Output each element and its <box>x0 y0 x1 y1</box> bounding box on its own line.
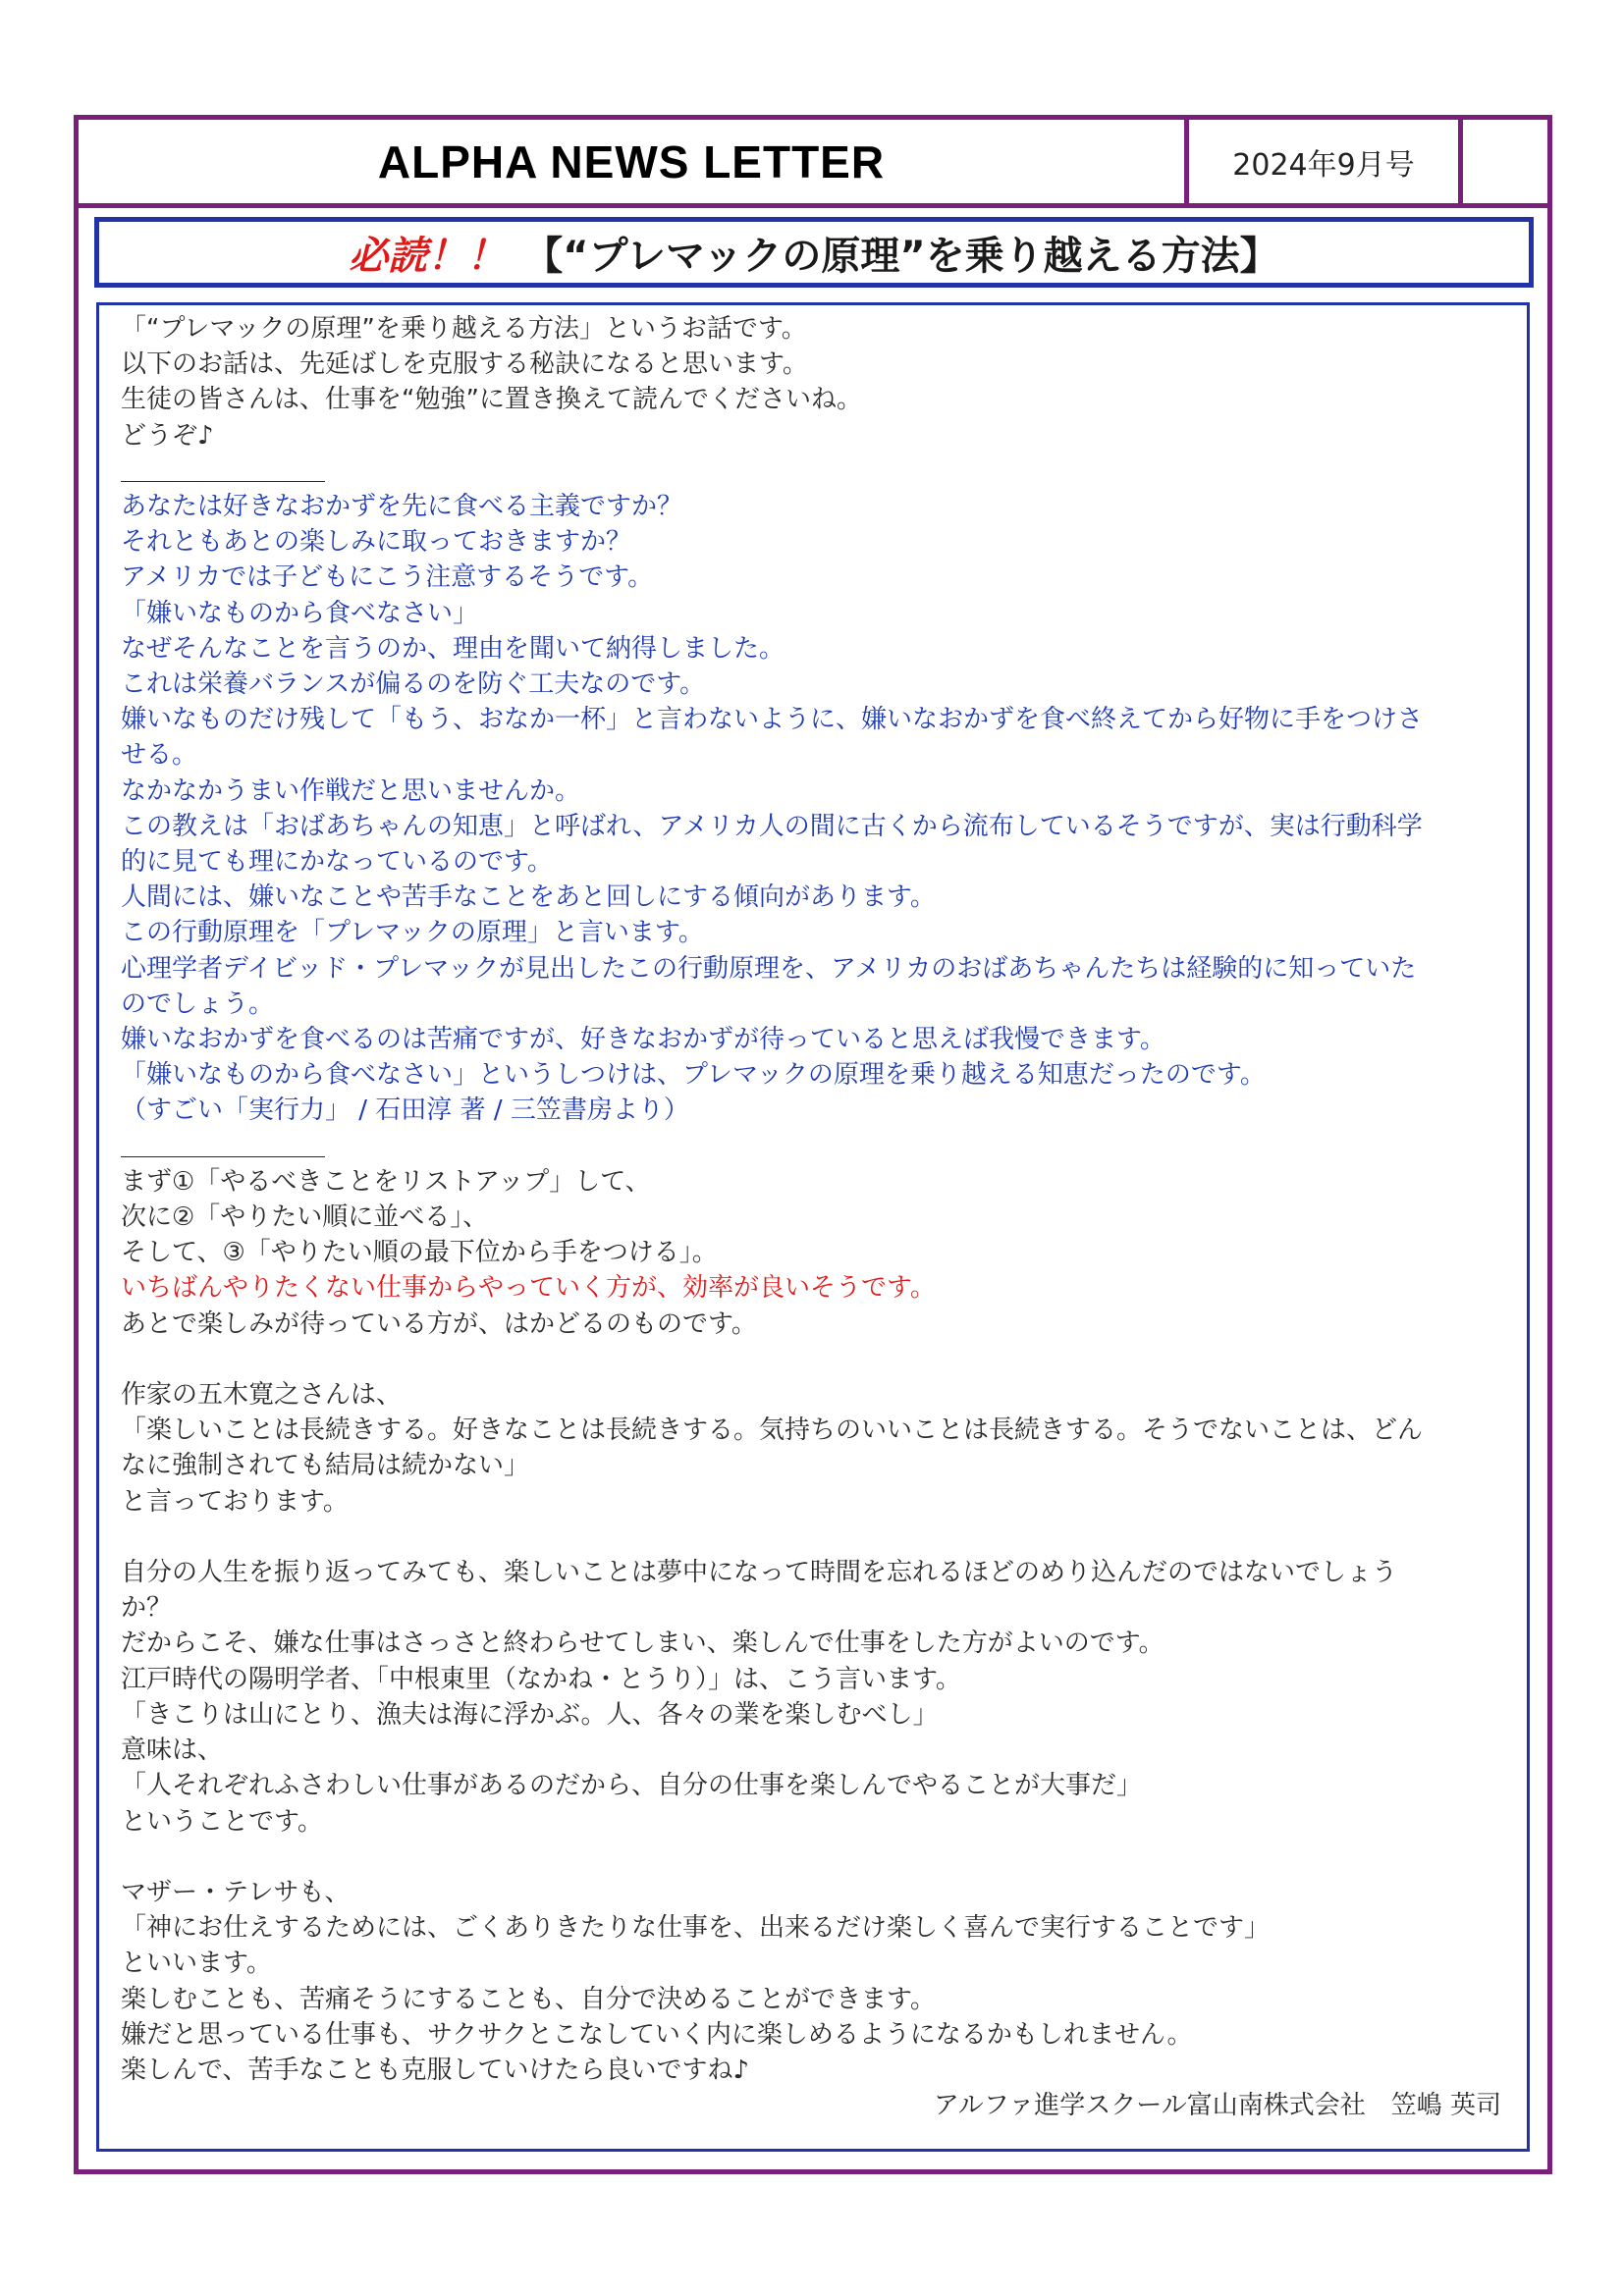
article-line: いちばんやりたくない仕事からやっていく方が、効率が良いそうです。 <box>121 1273 936 1304</box>
article-line: 「神にお仕えするためには、ごくありきたりな仕事を、出来るだけ楽しく喜んで実行することです」 <box>121 1913 1271 1944</box>
article-line: 「きこりは山にとり、漁夫は海に浮かぶ。人、各々の業を楽しむべし」 <box>121 1699 939 1730</box>
article-line: この行動原理を「プレマックの原理」と言います。 <box>121 918 704 948</box>
newsletter-header <box>79 120 1547 208</box>
article-line <box>121 1520 1505 1555</box>
article-line <box>121 1840 1505 1875</box>
article-line: だからこそ、嫌な仕事はさっさと終わらせてしまい、楽しんで仕事をした方がよいのです。 <box>121 1629 1164 1659</box>
article-line: 作家の五木寛之さんは、 <box>121 1380 403 1411</box>
article-line: 嫌いなおかずを食べるのは苦痛ですが、好きなおかずが待っていると思えば我慢できます。 <box>121 1025 1165 1055</box>
article-line: ＿＿＿＿＿＿＿＿ <box>121 455 326 486</box>
article-line: のでしょう。 <box>121 988 275 1019</box>
article-line: か？ <box>121 1593 173 1624</box>
article-line: あとで楽しみが待っている方が、はかどるのものです。 <box>121 1308 757 1339</box>
newsletter-title: ALPHA NEWS LETTER <box>377 135 886 187</box>
article-line: といいます。 <box>121 1949 272 1979</box>
article-line: 「嫌いなものから食べなさい」 <box>121 598 479 628</box>
article-line: これは栄養バランスが偏るのを防ぐ工夫なのです。 <box>121 669 706 700</box>
article-line: なに強制されても結局は続かない」 <box>121 1451 530 1481</box>
article-line: あなたは好きなおかずを先に食べる主義ですか？ <box>121 492 683 522</box>
article-line: なぜそんなことを言うのか、理由を聞いて納得しました。 <box>121 633 785 664</box>
article-line: どうぞ♪ <box>121 420 214 451</box>
article-line: ＿＿＿＿＿＿＿＿ <box>121 1131 326 1161</box>
article-line: 人間には、嫌いなことや苦手なことをあと回しにする傾向があります。 <box>121 882 936 913</box>
article-line: 意味は、 <box>121 1735 224 1766</box>
article-line: 「“プレマックの原理”を乗り越える方法」というお話です。 <box>121 314 807 344</box>
article-line: 次に②「やりたい順に並べる」、 <box>121 1202 489 1233</box>
issue-date: 2024年9月号 <box>1184 120 1463 203</box>
article-line: この教えは「おばあちゃんの知恵」と呼ばれ、アメリカ人の間に古くから流布しているそうですが、実は行動科学 <box>121 811 1423 841</box>
article-body <box>96 302 1530 2152</box>
article-line: なかなかうまい作戦だと思いませんか。 <box>121 775 581 806</box>
article-line: 江戸時代の陽明学者、「中根東里（なかね・とうり）」は、こう言います。 <box>121 1664 961 1694</box>
article-line: それともあとの楽しみに取っておきますか？ <box>121 527 632 558</box>
article-line: （すごい「実行力」 / 石田淳 著 / 三笠書房より） <box>121 1095 689 1126</box>
article-line: と言っております。 <box>121 1486 349 1517</box>
article-title-box <box>94 217 1534 288</box>
article-line: 的に見ても理にかなっているのです。 <box>121 847 553 878</box>
article-line: 「人それぞれふさわしい仕事があるのだから、自分の仕事を楽しんでやることが大事だ」 <box>121 1771 1143 1801</box>
article-line: 楽しんで、苦手なことも克服していけたら良いですね♪ <box>121 2055 750 2085</box>
article-line: ということです。 <box>121 1806 323 1837</box>
article-line: 「楽しいことは長続きする。好きなことは長続きする。気持ちのいいことは長続きする。そうでないことは、どん <box>121 1415 1424 1446</box>
article-line: 「嫌いなものから食べなさい」というしつけは、プレマックの原理を乗り越える知恵だったのです。 <box>121 1060 1266 1091</box>
article-line: 嫌だと思っている仕事も、サクサクとこなしていく内に楽しめるようになるかもしれません。 <box>121 2019 1193 2050</box>
article-line: 嫌いなものだけ残して「もう、おなか一杯」と言わないように、嫌いなおかずを食べ終えてから好物に手をつけさ <box>121 705 1424 735</box>
article-line: 楽しむことも、苦痛そうにすることも、自分で決めることができます。 <box>121 1984 936 2014</box>
signature: アルファ進学スクール富山南株式会社 笠嶋 英司 <box>933 2091 1501 2121</box>
article-line: 生徒の皆さんは、仕事を“勉強”に置き換えて読んでくださいね。 <box>121 385 862 415</box>
article-line: そして、③「やりたい順の最下位から手をつける」。 <box>121 1238 718 1268</box>
article-line: アメリカでは子どもにこう注意するそうです。 <box>121 562 654 593</box>
must-read-label: 必読！！ <box>349 233 507 279</box>
article-line: 自分の人生を振り返ってみても、楽しいことは夢中になって時間を忘れるほどのめり込んだのではないでしょう <box>121 1558 1398 1588</box>
article-line <box>121 1342 1505 1377</box>
article-line: まず①「やるべきことをリストアップ」して、 <box>121 1166 651 1197</box>
article-line: 以下のお話は、先延ばしを克服する秘訣になると思います。 <box>121 349 808 380</box>
article-line: 心理学者デイビッド・プレマックが見出したこの行動原理を、アメリカのおばあちゃんたちは経験的に知っていた <box>121 953 1417 984</box>
newsletter-frame <box>74 115 1552 2174</box>
article-line: せる。 <box>121 740 198 771</box>
article-title: 【“プレマックの原理”を乗り越える方法】 <box>523 233 1279 279</box>
article-lines <box>121 311 1505 2088</box>
article-line: マザー・テレサも、 <box>121 1877 351 1907</box>
